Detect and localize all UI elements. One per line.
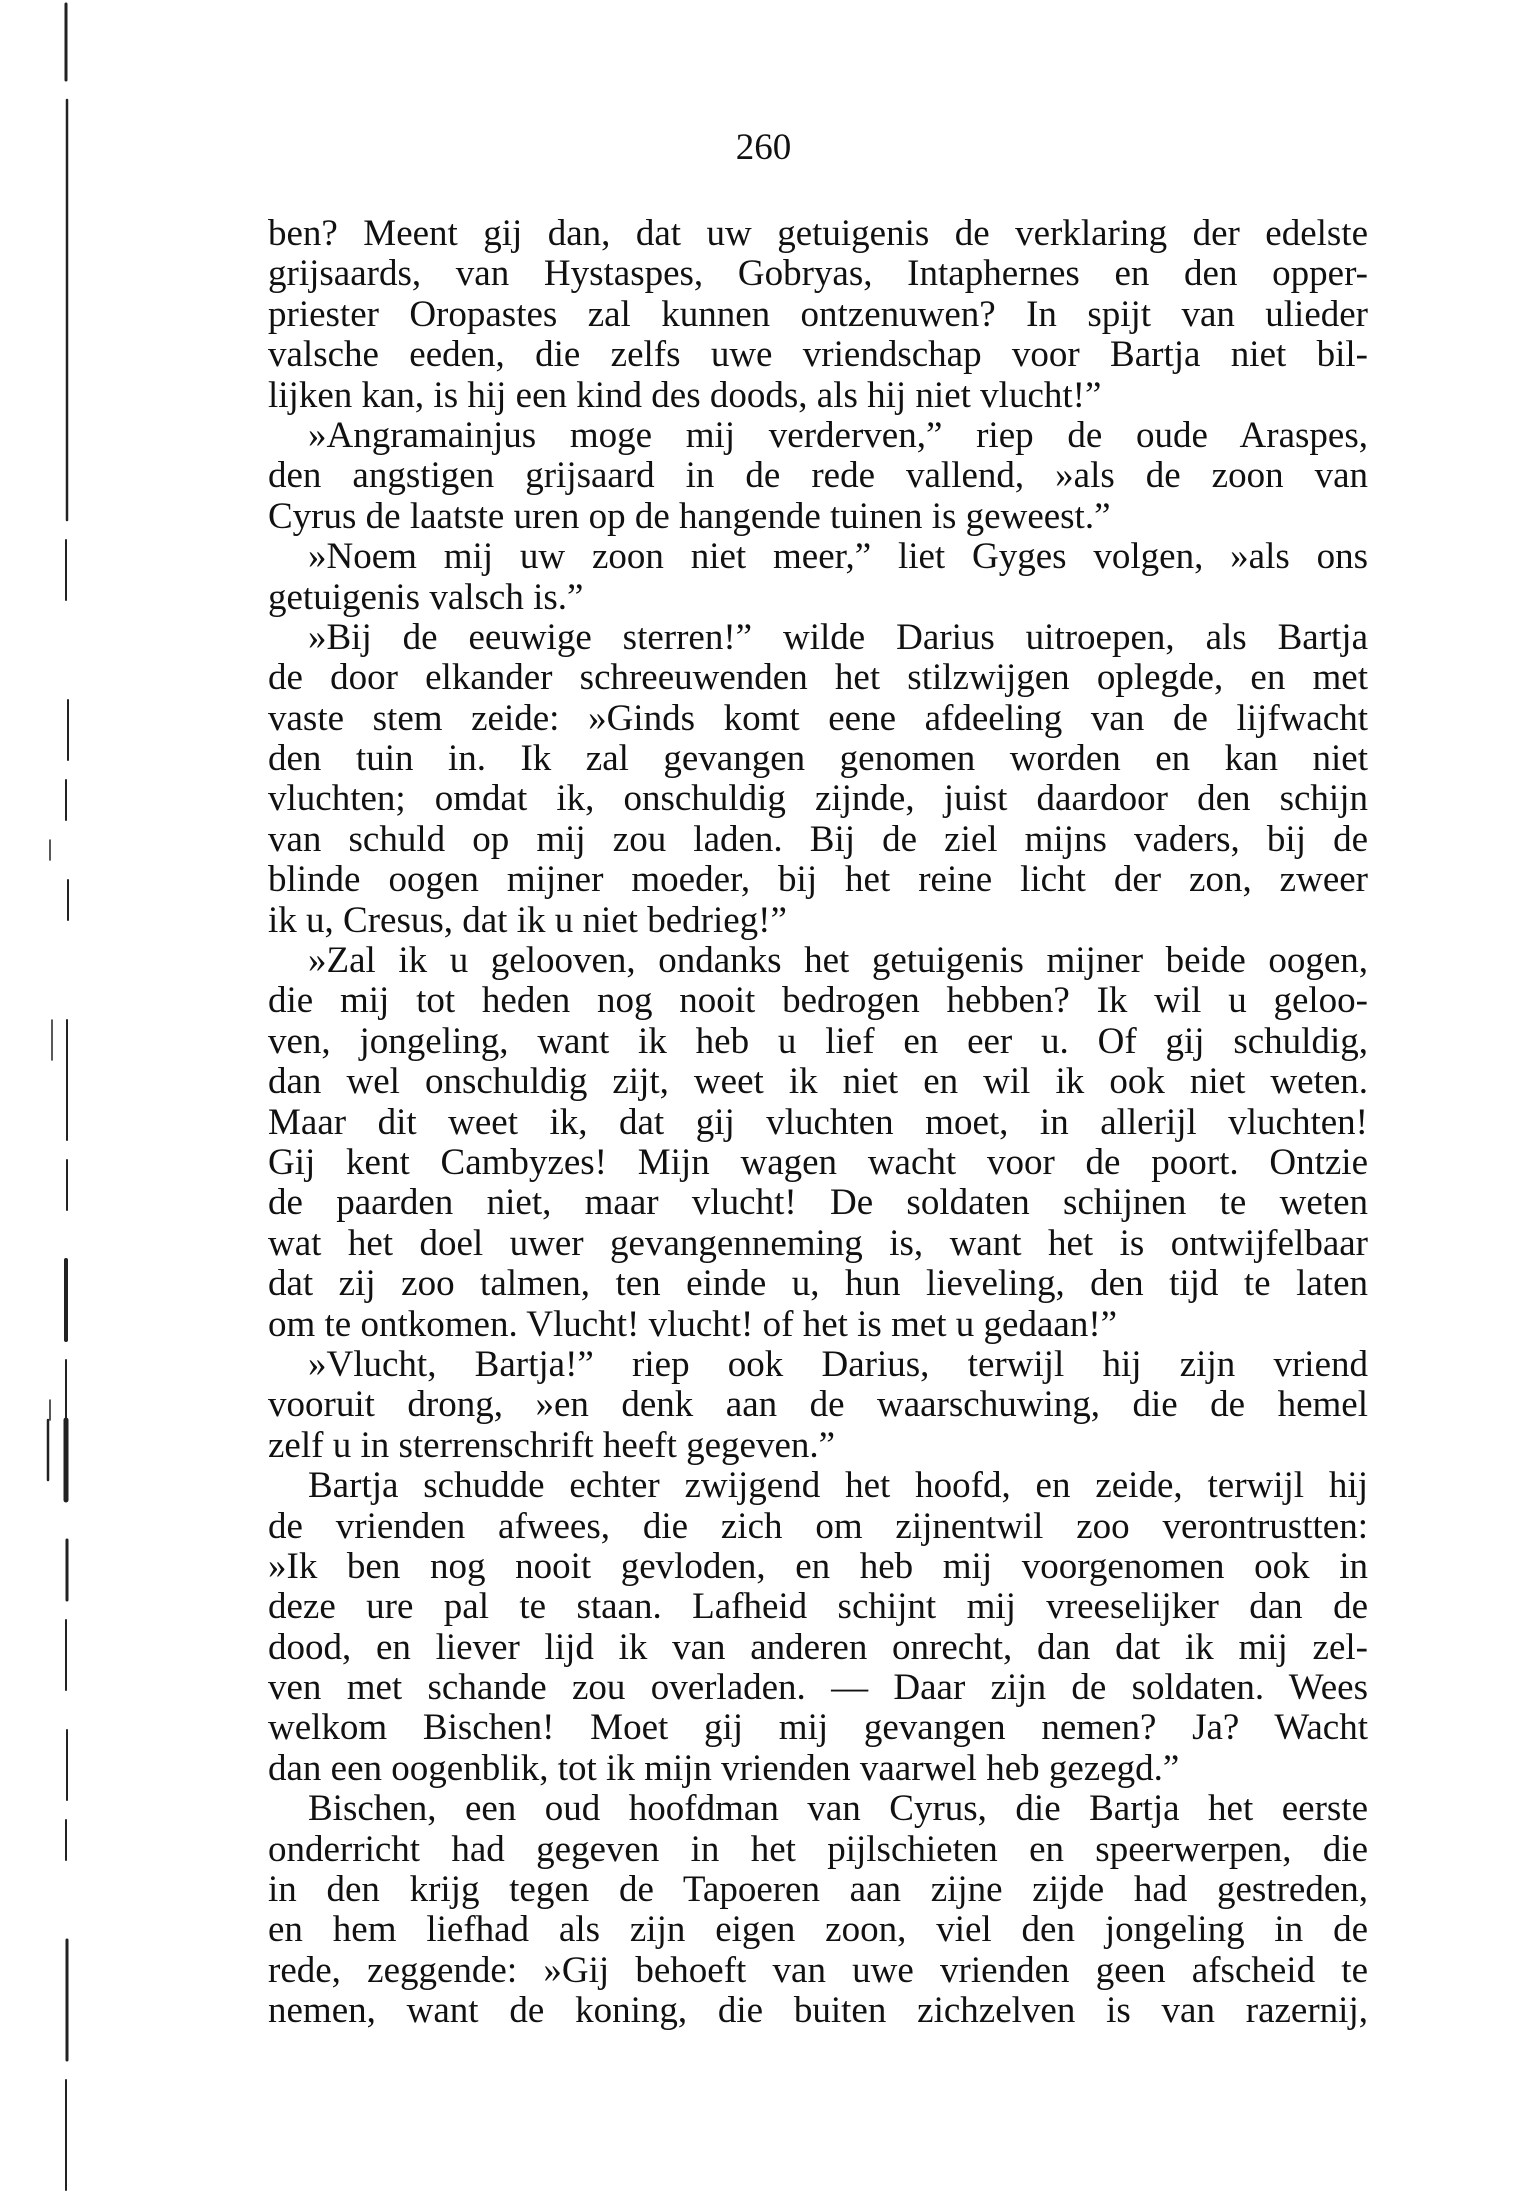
text-line: grijsaards, van Hystaspes, Gobryas, Intaphernes en den opper- <box>268 253 1368 295</box>
text-line: ven, jongeling, want ik heb u lief en eer u. Of gij schuldig, <box>268 1020 1368 1062</box>
text-line: de vrienden afwees, die zich om zijnentwil zoo verontrustten: <box>268 1505 1368 1547</box>
text-line: Bartja schudde echter zwijgend het hoofd, en zeide, terwijl hij <box>308 1465 1368 1507</box>
text-line: dan een oogenblik, tot ik mijn vrienden vaarwel heb gezegd.” <box>268 1747 1180 1789</box>
text-line: en hem liefhad als zijn eigen zoon, viel den jongeling in de <box>268 1909 1368 1951</box>
text-line: den angstigen grijsaard in de rede vallend, »als de zoon van <box>268 455 1368 497</box>
text-line: vluchten; omdat ik, onschuldig zijnde, juist daardoor den schijn <box>268 778 1368 820</box>
text-line: ik u, Cresus, dat ik u niet bedrieg!” <box>268 899 787 941</box>
text-line: rede, zeggende: »Gij behoeft van uwe vrienden geen afscheid te <box>268 1949 1368 1991</box>
text-line: wat het doel uwer gevangenneming is, want het is ontwijfelbaar <box>268 1222 1368 1264</box>
text-line: dat zij zoo talmen, ten einde u, hun lieveling, den tijd te laten <box>268 1263 1368 1305</box>
body-text <box>268 214 1368 2032</box>
binding-edge-marks <box>0 0 80 2208</box>
text-line: nemen, want de koning, die buiten zichzelven is van razernij, <box>268 1990 1368 2032</box>
text-line: Maar dit weet ik, dat gij vluchten moet, in allerijl vluchten! <box>268 1101 1368 1143</box>
text-line: vooruit drong, »en denk aan de waarschuwing, die de hemel <box>268 1384 1368 1426</box>
text-line: getuigenis valsch is.” <box>268 576 584 618</box>
text-line: onderricht had gegeven in het pijlschieten en speerwerpen, die <box>268 1828 1368 1870</box>
text-line: ven met schande zou overladen. — Daar zijn de soldaten. Wees <box>268 1667 1368 1709</box>
text-line: blinde oogen mijner moeder, bij het reine licht der zon, zweer <box>268 859 1368 901</box>
text-line: »Ik ben nog nooit gevloden, en heb mij voorgenomen ook in <box>268 1545 1368 1587</box>
text-line: priester Oropastes zal kunnen ontzenuwen? In spijt van ulieder <box>268 293 1368 335</box>
text-line: in den krijg tegen de Tapoeren aan zijne zijde had gestreden, <box>268 1869 1368 1911</box>
text-line: zelf u in sterrenschrift heeft gegeven.” <box>268 1424 836 1466</box>
text-line: Bischen, een oud hoofdman van Cyrus, die Bartja het eerste <box>308 1788 1368 1830</box>
text-line: »Bij de eeuwige sterren!” wilde Darius uitroepen, als Bartja <box>308 616 1368 658</box>
text-line: vaste stem zeide: »Ginds komt eene afdeeling van de lijfwacht <box>268 697 1368 739</box>
text-line: die mij tot heden nog nooit bedrogen hebben? Ik wil u geloo- <box>268 980 1368 1022</box>
text-line: deze ure pal te staan. Lafheid schijnt mij vreeselijker dan de <box>268 1586 1368 1628</box>
text-line: dan wel onschuldig zijt, weet ik niet en wil ik ook niet weten. <box>268 1061 1368 1103</box>
text-line: ben? Meent gij dan, dat uw getuigenis de verklaring der edelste <box>268 213 1368 254</box>
text-line: »Angramainjus moge mij verderven,” riep de oude Araspes, <box>308 414 1368 456</box>
text-line: de paarden niet, maar vlucht! De soldaten schijnen te weten <box>268 1182 1368 1224</box>
text-line: de door elkander schreeuwenden het stilzwijgen oplegde, en met <box>268 657 1368 699</box>
text-line: om te ontkomen. Vlucht! vlucht! of het is met u gedaan!” <box>268 1303 1118 1345</box>
text-line: valsche eeden, die zelfs uwe vriendschap voor Bartja niet bil- <box>268 334 1368 376</box>
text-line: van schuld op mij zou laden. Bij de ziel mijns vaders, bij de <box>268 818 1368 860</box>
text-line: »Vlucht, Bartja!” riep ook Darius, terwijl hij zijn vriend <box>308 1343 1368 1385</box>
text-line: welkom Bischen! Moet gij mij gevangen nemen? Ja? Wacht <box>268 1707 1368 1749</box>
text-line: Cyrus de laatste uren op de hangende tuinen is geweest.” <box>268 495 1111 537</box>
text-line: lijken kan, is hij een kind des doods, als hij niet vlucht!” <box>268 374 1102 416</box>
text-line: dood, en liever lijd ik van anderen onrecht, dan dat ik mij zel- <box>268 1626 1368 1668</box>
text-line: den tuin in. Ik zal gevangen genomen worden en kan niet <box>268 738 1368 780</box>
text-line: »Noem mij uw zoon niet meer,” liet Gyges volgen, »als ons <box>308 536 1368 578</box>
text-line: »Zal ik u gelooven, ondanks het getuigenis mijner beide oogen, <box>308 940 1368 982</box>
page-number: 260 <box>735 127 792 168</box>
text-line: Gij kent Cambyzes! Mijn wagen wacht voor de poort. Ontzie <box>268 1141 1368 1183</box>
